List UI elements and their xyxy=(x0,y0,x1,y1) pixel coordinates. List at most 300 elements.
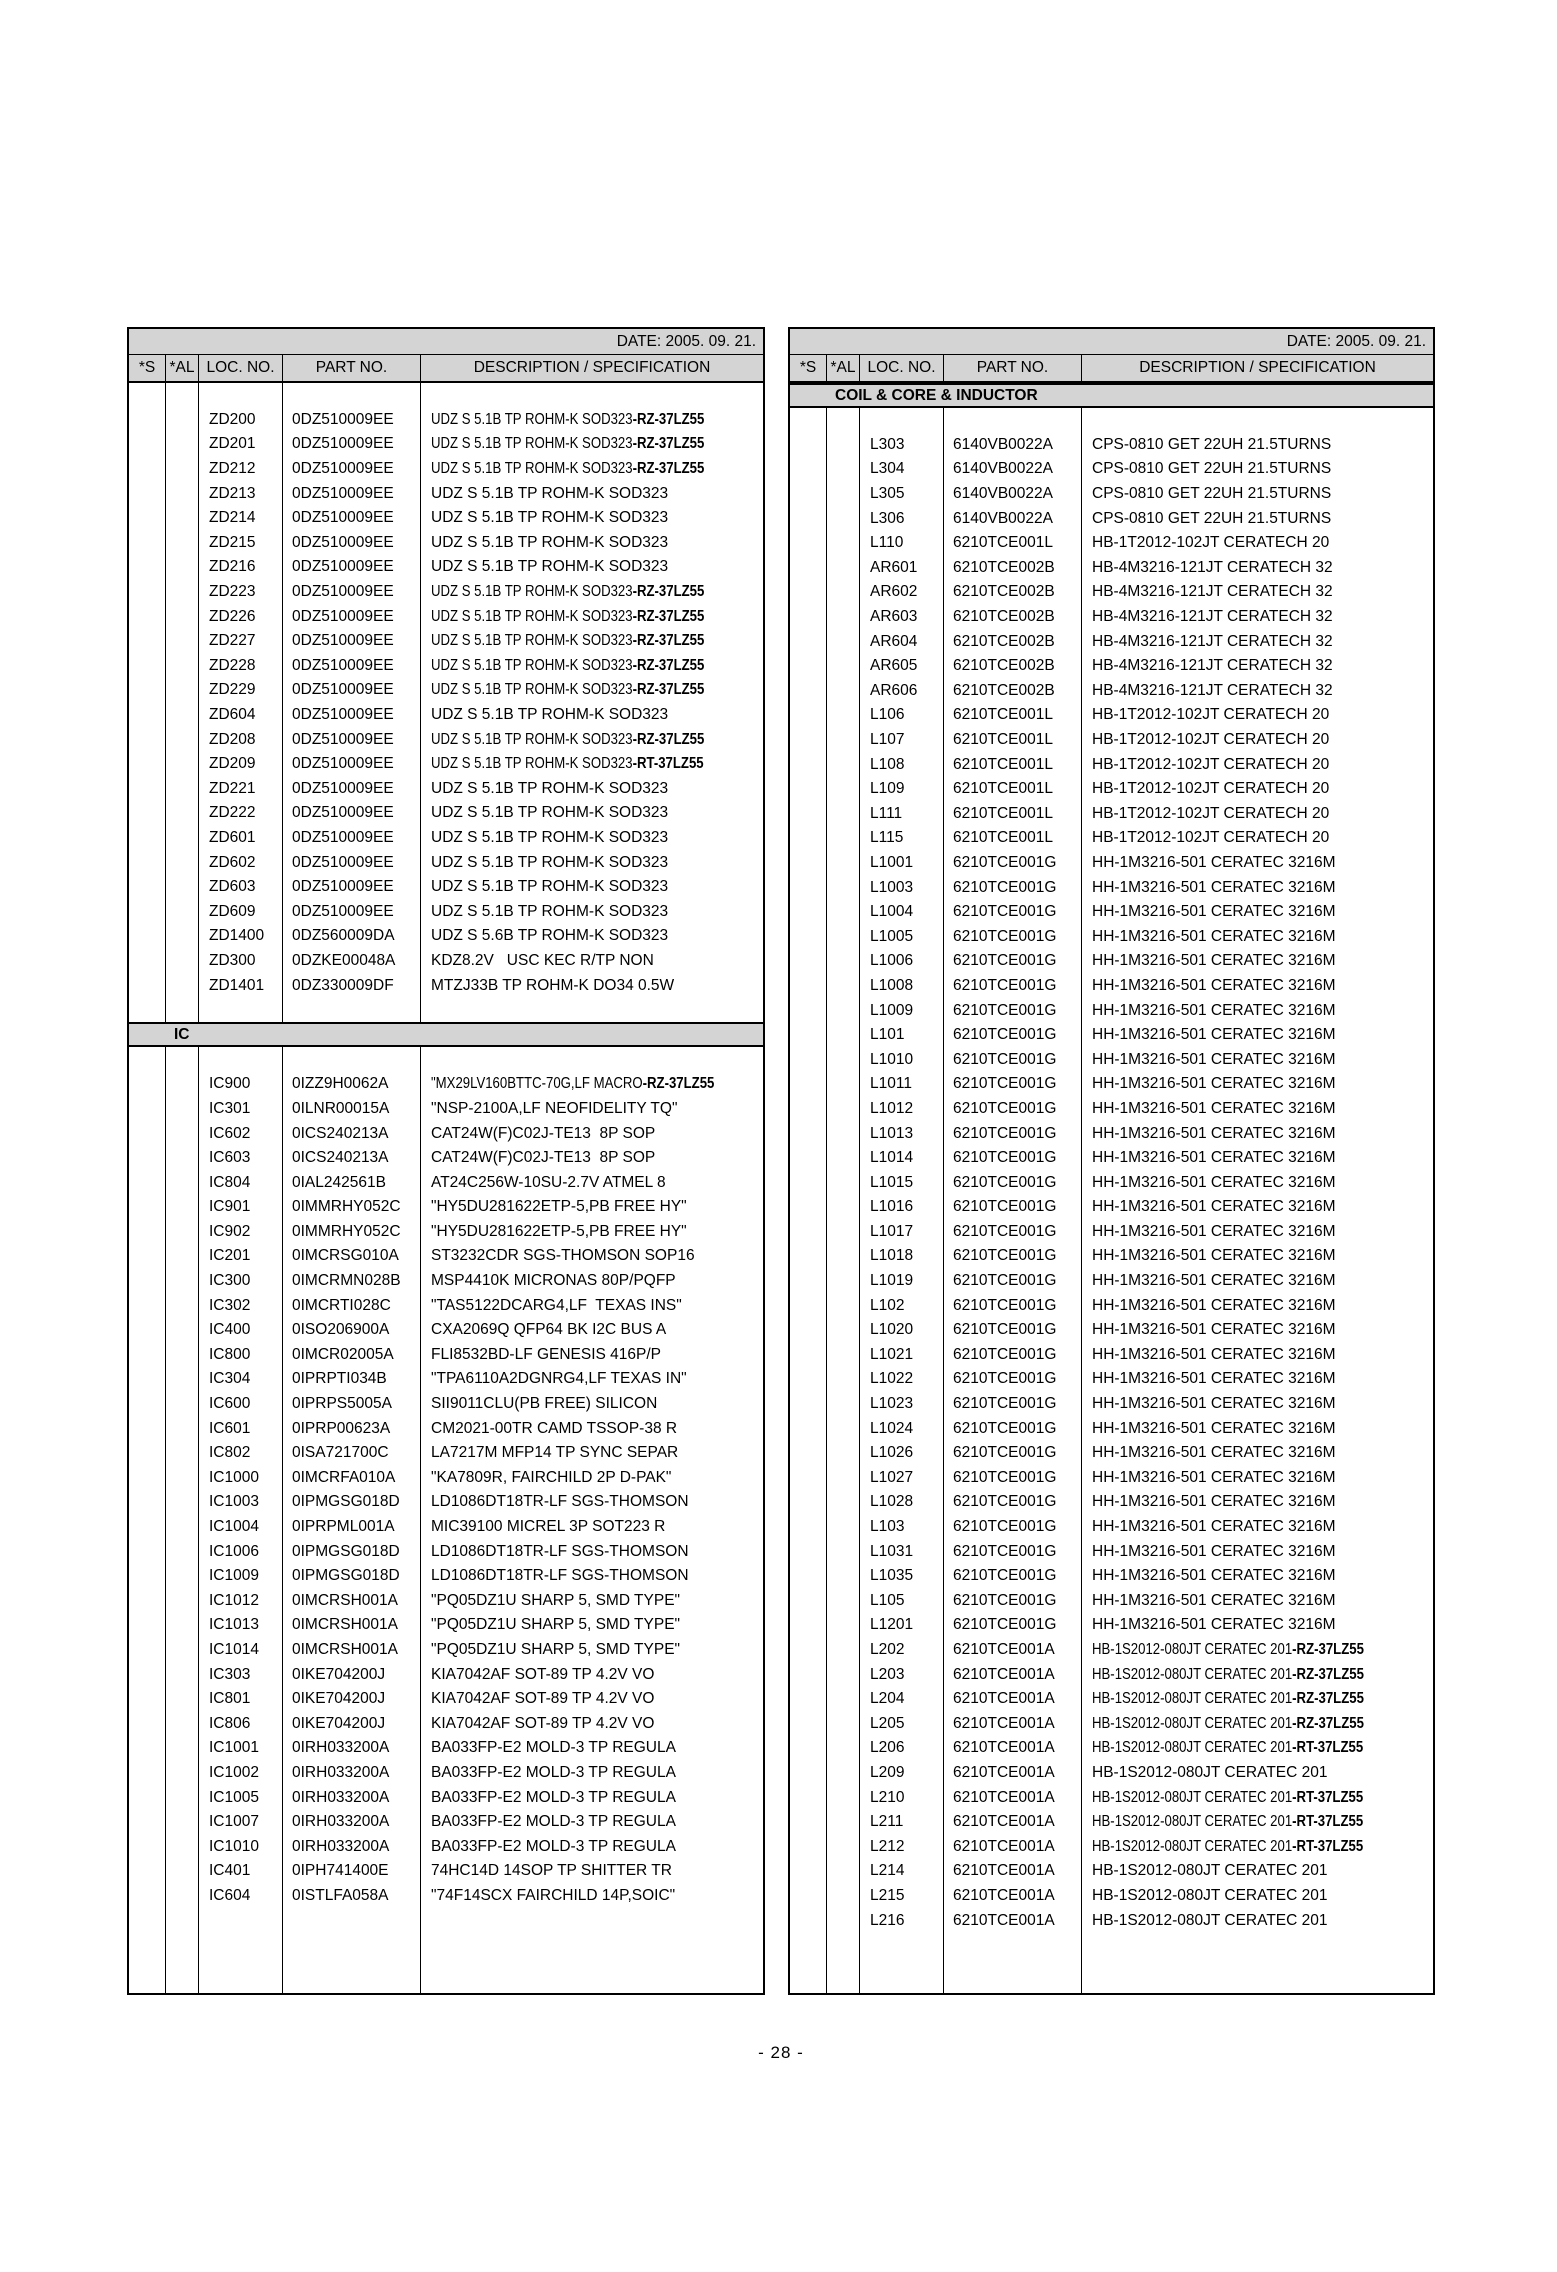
table-row-blank xyxy=(129,998,763,1023)
loc-no-cell: L1003 xyxy=(860,875,944,900)
part-no-cell: 6210TCE001G xyxy=(944,1072,1082,1097)
al-cell xyxy=(166,1859,199,1884)
part-no-cell: 6210TCE001G xyxy=(944,1220,1082,1245)
loc-no-cell: L115 xyxy=(860,826,944,851)
part-no-cell: 0DZ510009EE xyxy=(283,801,421,826)
s-cell xyxy=(129,408,166,433)
description-cell: HH-1M3216-501 CERATEC 3216M xyxy=(1092,1222,1336,1240)
part-no-cell: 6210TCE001A xyxy=(944,1687,1082,1712)
date-label: DATE: 2005. 09. 21. xyxy=(790,329,1433,355)
table-row xyxy=(129,654,763,679)
description-cell: HH-1M3216-501 CERATEC 3216M xyxy=(1092,903,1336,921)
filler-cell xyxy=(944,1933,1082,1993)
loc-no-cell: ZD223 xyxy=(199,580,283,605)
table-row-filler xyxy=(790,1933,1433,1993)
s-cell xyxy=(129,1662,166,1687)
description-cell: UDZ S 5.1B TP ROHM-K SOD323 xyxy=(431,779,669,797)
loc-no-cell: ZD215 xyxy=(199,531,283,556)
part-no-cell: 0DZ510009EE xyxy=(283,727,421,752)
s-cell xyxy=(790,1195,827,1220)
table-row xyxy=(129,949,763,974)
loc-no-cell: AR603 xyxy=(860,605,944,630)
s-cell xyxy=(790,777,827,802)
loc-no-cell: L1012 xyxy=(860,1097,944,1122)
description-cell: UDZ S 5.1B TP ROHM-K SOD323 xyxy=(431,804,669,822)
description-cell: UDZ S 5.1B TP ROHM-K SOD323-RZ-37LZ55 xyxy=(431,681,705,699)
description-cell: UDZ S 5.1B TP ROHM-K SOD323-RZ-37LZ55 xyxy=(431,656,705,674)
part-no-cell: 0DZ510009EE xyxy=(283,850,421,875)
loc-no-cell: L1035 xyxy=(860,1564,944,1589)
description-cell: HB-1T2012-102JT CERATECH 20 xyxy=(1092,731,1330,749)
s-cell xyxy=(790,1121,827,1146)
s-cell xyxy=(129,604,166,629)
table-row xyxy=(790,1613,1433,1638)
al-cell xyxy=(827,1884,860,1909)
table-row xyxy=(790,703,1433,728)
loc-no-cell: L1021 xyxy=(860,1343,944,1368)
table-row xyxy=(790,998,1433,1023)
al-cell xyxy=(166,629,199,654)
s-cell xyxy=(790,556,827,581)
loc-no-cell: ZD1401 xyxy=(199,973,283,998)
part-no-cell: 0IRH033200A xyxy=(283,1834,421,1859)
loc-no-cell: ZD222 xyxy=(199,801,283,826)
s-column-header: *S xyxy=(790,355,827,381)
description-cell: HH-1M3216-501 CERATEC 3216M xyxy=(1092,1567,1336,1585)
al-cell xyxy=(827,1761,860,1786)
part-no-cell: 6210TCE001G xyxy=(944,1318,1082,1343)
al-cell xyxy=(166,580,199,605)
table-row xyxy=(129,1244,763,1269)
table-row xyxy=(129,1466,763,1491)
table-row xyxy=(790,506,1433,531)
loc-no-cell: IC601 xyxy=(199,1416,283,1441)
part-no-cell: 0IMMRHY052C xyxy=(283,1220,421,1245)
loc-no-cell: IC400 xyxy=(199,1318,283,1343)
al-cell xyxy=(827,1146,860,1171)
part-no-cell: 6210TCE001A xyxy=(944,1638,1082,1663)
loc-no-cell: ZD201 xyxy=(199,432,283,457)
loc-no-cell: ZD602 xyxy=(199,850,283,875)
description-cell: HH-1M3216-501 CERATEC 3216M xyxy=(1092,1198,1336,1216)
table-row xyxy=(790,1736,1433,1761)
loc-no-cell: L305 xyxy=(860,482,944,507)
al-cell xyxy=(166,1711,199,1736)
part-no-cell: 6210TCE001G xyxy=(944,1097,1082,1122)
loc-no-cell: IC1004 xyxy=(199,1515,283,1540)
part-no-cell: 0DZ510009EE xyxy=(283,531,421,556)
loc-no-cell: IC1006 xyxy=(199,1539,283,1564)
s-cell xyxy=(129,1589,166,1614)
al-cell xyxy=(166,1515,199,1540)
al-cell xyxy=(166,1367,199,1392)
loc-no-cell: L1010 xyxy=(860,1047,944,1072)
part-no-cell: 0IKE704200J xyxy=(283,1662,421,1687)
description-cell: HH-1M3216-501 CERATEC 3216M xyxy=(1092,1542,1336,1560)
part-no-cell: 6210TCE001A xyxy=(944,1834,1082,1859)
loc-no-cell: L304 xyxy=(860,457,944,482)
al-cell xyxy=(827,1269,860,1294)
s-cell xyxy=(129,924,166,949)
table-row xyxy=(129,1662,763,1687)
loc-no-cell: L1022 xyxy=(860,1367,944,1392)
table-row xyxy=(790,777,1433,802)
al-cell xyxy=(166,604,199,629)
table-row xyxy=(129,1589,763,1614)
filler-cell xyxy=(199,1908,283,1993)
table-row xyxy=(790,1318,1433,1343)
loc-no-cell: L214 xyxy=(860,1859,944,1884)
al-cell xyxy=(827,826,860,851)
part-no-cell: 6210TCE001G xyxy=(944,1195,1082,1220)
part-no-cell: 0DZ510009EE xyxy=(283,826,421,851)
s-cell xyxy=(129,678,166,703)
part-no-cell: 0DZ510009EE xyxy=(283,752,421,777)
description-cell: MTZJ33B TP ROHM-K DO34 0.5W xyxy=(431,976,675,994)
s-cell xyxy=(129,1269,166,1294)
al-cell xyxy=(166,1736,199,1761)
part-no-cell: 0IMCRMN028B xyxy=(283,1269,421,1294)
s-cell xyxy=(790,1146,827,1171)
al-cell xyxy=(166,1441,199,1466)
al-cell xyxy=(827,974,860,999)
part-no-cell: 6210TCE001G xyxy=(944,1392,1082,1417)
al-cell xyxy=(166,826,199,851)
loc-no-cell: IC806 xyxy=(199,1711,283,1736)
description-cell: CPS-0810 GET 22UH 21.5TURNS xyxy=(1092,509,1332,527)
part-no-cell: 6210TCE001L xyxy=(944,728,1082,753)
loc-no-cell xyxy=(199,383,283,408)
description-cell: HH-1M3216-501 CERATEC 3216M xyxy=(1092,1026,1336,1044)
al-cell xyxy=(166,973,199,998)
description-cell: "PQ05DZ1U SHARP 5, SMD TYPE" xyxy=(431,1616,681,1634)
al-cell xyxy=(827,1859,860,1884)
description-column-header: DESCRIPTION / SPECIFICATION xyxy=(473,359,711,376)
part-no-cell: 6210TCE001A xyxy=(944,1908,1082,1933)
part-no-cell: 0IPRPTI034B xyxy=(283,1367,421,1392)
s-cell xyxy=(790,875,827,900)
part-no-cell: 0IRH033200A xyxy=(283,1810,421,1835)
description-cell: UDZ S 5.1B TP ROHM-K SOD323-RT-37LZ55 xyxy=(431,755,704,773)
table-row xyxy=(790,580,1433,605)
loc-no-cell: IC1007 xyxy=(199,1810,283,1835)
table-row xyxy=(129,1343,763,1368)
description-cell: UDZ S 5.1B TP ROHM-K SOD323 xyxy=(431,878,669,896)
s-cell xyxy=(790,1859,827,1884)
loc-no-cell: IC900 xyxy=(199,1072,283,1097)
part-no-cell: 0DZ510009EE xyxy=(283,654,421,679)
description-cell: UDZ S 5.1B TP ROHM-K SOD323 xyxy=(431,484,669,502)
al-cell xyxy=(827,605,860,630)
table-row xyxy=(790,1834,1433,1859)
s-cell xyxy=(790,1564,827,1589)
part-no-cell: 6210TCE002B xyxy=(944,556,1082,581)
part-no-cell: 0DZ510009EE xyxy=(283,703,421,728)
table-row xyxy=(129,432,763,457)
loc-no-cell: L1008 xyxy=(860,974,944,999)
description-cell: HH-1M3216-501 CERATEC 3216M xyxy=(1092,1296,1336,1314)
table-row xyxy=(129,1072,763,1097)
s-cell xyxy=(790,629,827,654)
table-row xyxy=(790,1662,1433,1687)
s-cell xyxy=(129,580,166,605)
table-row xyxy=(790,851,1433,876)
s-cell xyxy=(790,1834,827,1859)
loc-no-cell: L204 xyxy=(860,1687,944,1712)
description-cell: HH-1M3216-501 CERATEC 3216M xyxy=(1092,1247,1336,1265)
al-cell xyxy=(166,555,199,580)
table-row xyxy=(129,1736,763,1761)
part-no-cell: 6210TCE001L xyxy=(944,703,1082,728)
loc-no-cell: ZD228 xyxy=(199,654,283,679)
part-no-cell: 6210TCE002B xyxy=(944,580,1082,605)
table-row xyxy=(129,1195,763,1220)
al-cell xyxy=(827,506,860,531)
part-no-cell: 6210TCE001G xyxy=(944,1269,1082,1294)
s-cell xyxy=(790,1638,827,1663)
description-cell: HB-4M3216-121JT CERATECH 32 xyxy=(1092,608,1333,626)
loc-no-cell: L306 xyxy=(860,506,944,531)
loc-no-cell: L212 xyxy=(860,1834,944,1859)
loc-no-cell: IC602 xyxy=(199,1121,283,1146)
part-no-cell: 0DZ510009EE xyxy=(283,506,421,531)
al-cell xyxy=(827,949,860,974)
loc-no-cell: L1001 xyxy=(860,851,944,876)
table-row xyxy=(790,875,1433,900)
part-no-cell: 0IKE704200J xyxy=(283,1711,421,1736)
s-cell xyxy=(790,802,827,827)
loc-no-cell: IC1001 xyxy=(199,1736,283,1761)
part-no-cell: 0DZ510009EE xyxy=(283,555,421,580)
al-cell xyxy=(827,457,860,482)
s-cell xyxy=(129,457,166,482)
loc-no-cell: ZD214 xyxy=(199,506,283,531)
al-cell xyxy=(166,1392,199,1417)
table-row-filler xyxy=(129,1908,763,1993)
loc-no-cell: L211 xyxy=(860,1810,944,1835)
s-cell xyxy=(790,1416,827,1441)
al-cell xyxy=(827,1220,860,1245)
table-row xyxy=(129,1884,763,1909)
s-cell xyxy=(129,1047,166,1072)
al-cell xyxy=(827,1908,860,1933)
description-cell: UDZ S 5.1B TP ROHM-K SOD323 xyxy=(431,533,669,551)
table-row xyxy=(790,1392,1433,1417)
s-cell xyxy=(129,703,166,728)
al-cell xyxy=(827,875,860,900)
s-cell xyxy=(129,1170,166,1195)
loc-no-cell: ZD216 xyxy=(199,555,283,580)
s-cell xyxy=(790,974,827,999)
al-cell xyxy=(827,777,860,802)
description-cell: HB-1S2012-080JT CERATEC 201-RZ-37LZ55 xyxy=(1092,1640,1364,1658)
description-cell: HH-1M3216-501 CERATEC 3216M xyxy=(1092,1616,1336,1634)
loc-no-cell: L109 xyxy=(860,777,944,802)
loc-no-cell: L1006 xyxy=(860,949,944,974)
al-cell xyxy=(166,1121,199,1146)
part-no-cell: 6210TCE001L xyxy=(944,752,1082,777)
s-cell xyxy=(129,1097,166,1122)
s-cell xyxy=(129,1539,166,1564)
al-cell xyxy=(166,1638,199,1663)
part-no-cell: 0DZ510009EE xyxy=(283,457,421,482)
description-cell: UDZ S 5.1B TP ROHM-K SOD323-RZ-37LZ55 xyxy=(431,730,705,748)
al-cell xyxy=(166,506,199,531)
part-no-cell: 6210TCE001A xyxy=(944,1662,1082,1687)
description-cell: "MX29LV160BTTC-70G,LF MACRO-RZ-37LZ55 xyxy=(431,1075,715,1093)
s-cell xyxy=(129,506,166,531)
part-no-cell: 6210TCE001G xyxy=(944,1293,1082,1318)
s-cell xyxy=(790,1023,827,1048)
s-cell xyxy=(129,1490,166,1515)
s-cell xyxy=(790,1047,827,1072)
s-cell xyxy=(790,408,827,433)
table-row xyxy=(129,678,763,703)
loc-no-cell: IC304 xyxy=(199,1367,283,1392)
al-cell xyxy=(827,802,860,827)
description-cell: HH-1M3216-501 CERATEC 3216M xyxy=(1092,878,1336,896)
description-cell: UDZ S 5.1B TP ROHM-K SOD323-RZ-37LZ55 xyxy=(431,435,705,453)
part-no-cell: 0IKE704200J xyxy=(283,1687,421,1712)
loc-no-cell: L206 xyxy=(860,1736,944,1761)
part-no-cell: 6210TCE001G xyxy=(944,1539,1082,1564)
description-column-header: DESCRIPTION / SPECIFICATION xyxy=(1139,359,1376,376)
part-no-cell: 0DZ560009DA xyxy=(283,924,421,949)
table-row xyxy=(790,1023,1433,1048)
table-row xyxy=(129,1318,763,1343)
table-row xyxy=(790,1785,1433,1810)
loc-no-cell: IC600 xyxy=(199,1392,283,1417)
description-cell: BA033FP-E2 MOLD-3 TP REGULA xyxy=(431,1788,676,1806)
loc-no-cell: ZD200 xyxy=(199,408,283,433)
al-cell xyxy=(827,1490,860,1515)
description-cell: "74F14SCX FAIRCHILD 14P,SOIC" xyxy=(431,1886,676,1904)
part-no-cell: 6210TCE001A xyxy=(944,1785,1082,1810)
filler-cell xyxy=(827,1933,860,1993)
al-cell xyxy=(827,728,860,753)
part-no-cell: 6210TCE001L xyxy=(944,777,1082,802)
table-row xyxy=(129,1539,763,1564)
description-cell: HH-1M3216-501 CERATEC 3216M xyxy=(1092,1444,1336,1462)
description-cell: MIC39100 MICREL 3P SOT223 R xyxy=(431,1518,666,1536)
part-no-cell xyxy=(283,998,421,1023)
s-cell xyxy=(790,1736,827,1761)
part-no-cell: 0ISTLFA058A xyxy=(283,1884,421,1909)
description-cell: HB-1S2012-080JT CERATEC 201 xyxy=(1092,1886,1328,1904)
table-row xyxy=(129,875,763,900)
table-row xyxy=(790,1047,1433,1072)
al-cell xyxy=(166,1220,199,1245)
s-cell xyxy=(790,1220,827,1245)
loc-no-cell: ZD208 xyxy=(199,727,283,752)
loc-no-cell: IC302 xyxy=(199,1293,283,1318)
s-cell xyxy=(129,1564,166,1589)
table-row xyxy=(129,580,763,605)
table-row xyxy=(790,1269,1433,1294)
s-cell xyxy=(790,728,827,753)
part-no-cell: 0ISA721700C xyxy=(283,1441,421,1466)
s-cell xyxy=(790,531,827,556)
description-cell: HB-4M3216-121JT CERATECH 32 xyxy=(1092,558,1333,576)
s-cell xyxy=(129,1687,166,1712)
s-cell xyxy=(129,899,166,924)
part-no-cell: 0IPRPML001A xyxy=(283,1515,421,1540)
s-cell xyxy=(129,1244,166,1269)
description-cell: HH-1M3216-501 CERATEC 3216M xyxy=(1092,952,1336,970)
description-cell: HB-1S2012-080JT CERATEC 201 xyxy=(1092,1763,1328,1781)
table-row xyxy=(790,1244,1433,1269)
al-cell xyxy=(166,801,199,826)
loc-no-cell: ZD1400 xyxy=(199,924,283,949)
al-cell xyxy=(827,1416,860,1441)
al-cell xyxy=(827,433,860,458)
parts-table-left xyxy=(127,327,765,1995)
part-no-cell: 0IPH741400E xyxy=(283,1859,421,1884)
al-cell xyxy=(166,1884,199,1909)
part-no-cell: 0IPRPS5005A xyxy=(283,1392,421,1417)
part-no-cell: 6210TCE001G xyxy=(944,924,1082,949)
s-cell xyxy=(129,1416,166,1441)
table-row xyxy=(790,1072,1433,1097)
loc-no-cell: L106 xyxy=(860,703,944,728)
loc-no-cell: L1018 xyxy=(860,1244,944,1269)
s-cell xyxy=(790,1269,827,1294)
al-cell xyxy=(166,1687,199,1712)
part-no-cell: 6210TCE001G xyxy=(944,1047,1082,1072)
loc-no-cell: ZD212 xyxy=(199,457,283,482)
part-no-cell: 0IRH033200A xyxy=(283,1736,421,1761)
s-cell xyxy=(790,457,827,482)
table-row xyxy=(129,1441,763,1466)
s-cell xyxy=(790,1466,827,1491)
s-cell xyxy=(790,605,827,630)
s-cell xyxy=(790,1318,827,1343)
part-no-cell: 6210TCE001G xyxy=(944,1490,1082,1515)
s-cell xyxy=(129,1318,166,1343)
part-no-cell: 6210TCE001A xyxy=(944,1884,1082,1909)
s-cell xyxy=(790,924,827,949)
loc-no-cell: L111 xyxy=(860,802,944,827)
filler-cell xyxy=(166,1908,199,1993)
loc-no-cell xyxy=(199,998,283,1023)
table-row xyxy=(790,1687,1433,1712)
part-no-cell: 6210TCE001A xyxy=(944,1761,1082,1786)
loc-no-cell: IC1012 xyxy=(199,1589,283,1614)
al-cell xyxy=(166,383,199,408)
s-cell xyxy=(129,1785,166,1810)
table-row xyxy=(790,728,1433,753)
al-cell xyxy=(166,432,199,457)
s-cell xyxy=(129,1441,166,1466)
s-cell xyxy=(790,1687,827,1712)
description-cell: HB-1S2012-080JT CERATEC 201 xyxy=(1092,1911,1328,1929)
s-cell xyxy=(129,1195,166,1220)
description-cell: HH-1M3216-501 CERATEC 3216M xyxy=(1092,1321,1336,1339)
s-cell xyxy=(790,1392,827,1417)
table-row-blank xyxy=(129,1047,763,1072)
s-cell xyxy=(129,1392,166,1417)
description-cell xyxy=(421,998,763,1023)
al-cell xyxy=(827,580,860,605)
table-row-blank xyxy=(790,408,1433,433)
loc-no-cell: L1023 xyxy=(860,1392,944,1417)
loc-no-cell: IC301 xyxy=(199,1097,283,1122)
part-no-cell: 0DZ330009DF xyxy=(283,973,421,998)
description-cell xyxy=(421,1047,763,1072)
al-cell xyxy=(827,1293,860,1318)
description-cell: CAT24W(F)C02J-TE13 8P SOP xyxy=(431,1124,656,1142)
al-cell xyxy=(166,1244,199,1269)
